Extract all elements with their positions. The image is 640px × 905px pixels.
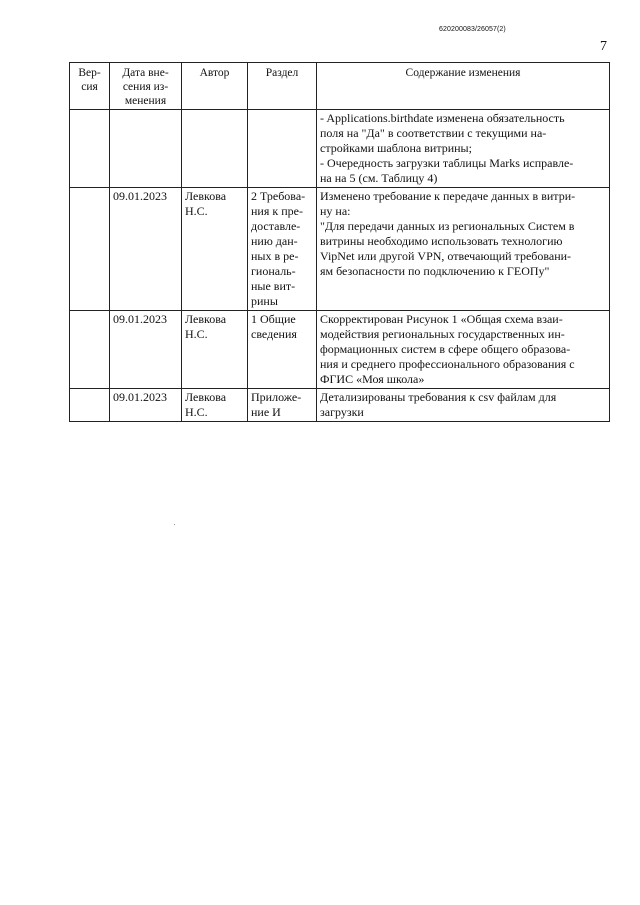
- cell-date: 09.01.2023: [110, 311, 182, 389]
- table-header-row: [70, 63, 610, 110]
- cell-version: [70, 389, 110, 422]
- table-row: [70, 110, 610, 188]
- change-log-table: [69, 62, 610, 422]
- cell-author: [182, 110, 248, 188]
- cell-date: 09.01.2023: [110, 188, 182, 311]
- header-author: Автор: [182, 63, 248, 110]
- cell-section: 2 Требова- ния к пре- доставле- нию дан- ных в ре- гиональ- ные вит- рины: [248, 188, 317, 311]
- cell-section: [248, 110, 317, 188]
- cell-content: - Applications.birthdate изменена обязательность поля на "Да" в соответствии с текущими на- стройками шаблона витрины; - Очередность загрузки таблицы Marks исправле- на на 5 (см. Таблицу 4): [317, 110, 610, 188]
- table-row: [70, 389, 610, 422]
- cell-author: Левкова Н.С.: [182, 389, 248, 422]
- cell-content: Изменено требование к передаче данных в витри- ну на: "Для передачи данных из региональных Систем в витрины необходимо использовать технологию VipNet или другой VPN, отвечающий требовани- ям безопасности по подключению к ГЕОПу": [317, 188, 610, 311]
- document-id: 620200083/26057(2): [439, 26, 506, 33]
- table-row: [70, 188, 610, 311]
- cell-content: Скорректирован Рисунок 1 «Общая схема взаи- модействия региональных государственных ин- формационных систем в сфере общего образова- ния и среднего профессионального образования с ФГИС «Моя школа»: [317, 311, 610, 389]
- cell-version: [70, 311, 110, 389]
- change-log-sheet: [69, 62, 610, 422]
- header-date: Дата вне- сения из- менения: [110, 63, 182, 110]
- header-version: Вер- сия: [70, 63, 110, 110]
- cell-author: Левкова Н.С.: [182, 311, 248, 389]
- cell-version: [70, 188, 110, 311]
- cell-section: 1 Общие сведения: [248, 311, 317, 389]
- table-row: [70, 311, 610, 389]
- cell-date: 09.01.2023: [110, 389, 182, 422]
- cell-author: Левкова Н.С.: [182, 188, 248, 311]
- page-number: 7: [600, 39, 607, 54]
- header-content: Содержание изменения: [317, 63, 610, 110]
- scan-speck: [174, 524, 175, 525]
- header-section: Раздел: [248, 63, 317, 110]
- cell-content: Детализированы требования к csv файлам для загрузки: [317, 389, 610, 422]
- cell-section: Приложе- ние И: [248, 389, 317, 422]
- cell-version: [70, 110, 110, 188]
- cell-date: [110, 110, 182, 188]
